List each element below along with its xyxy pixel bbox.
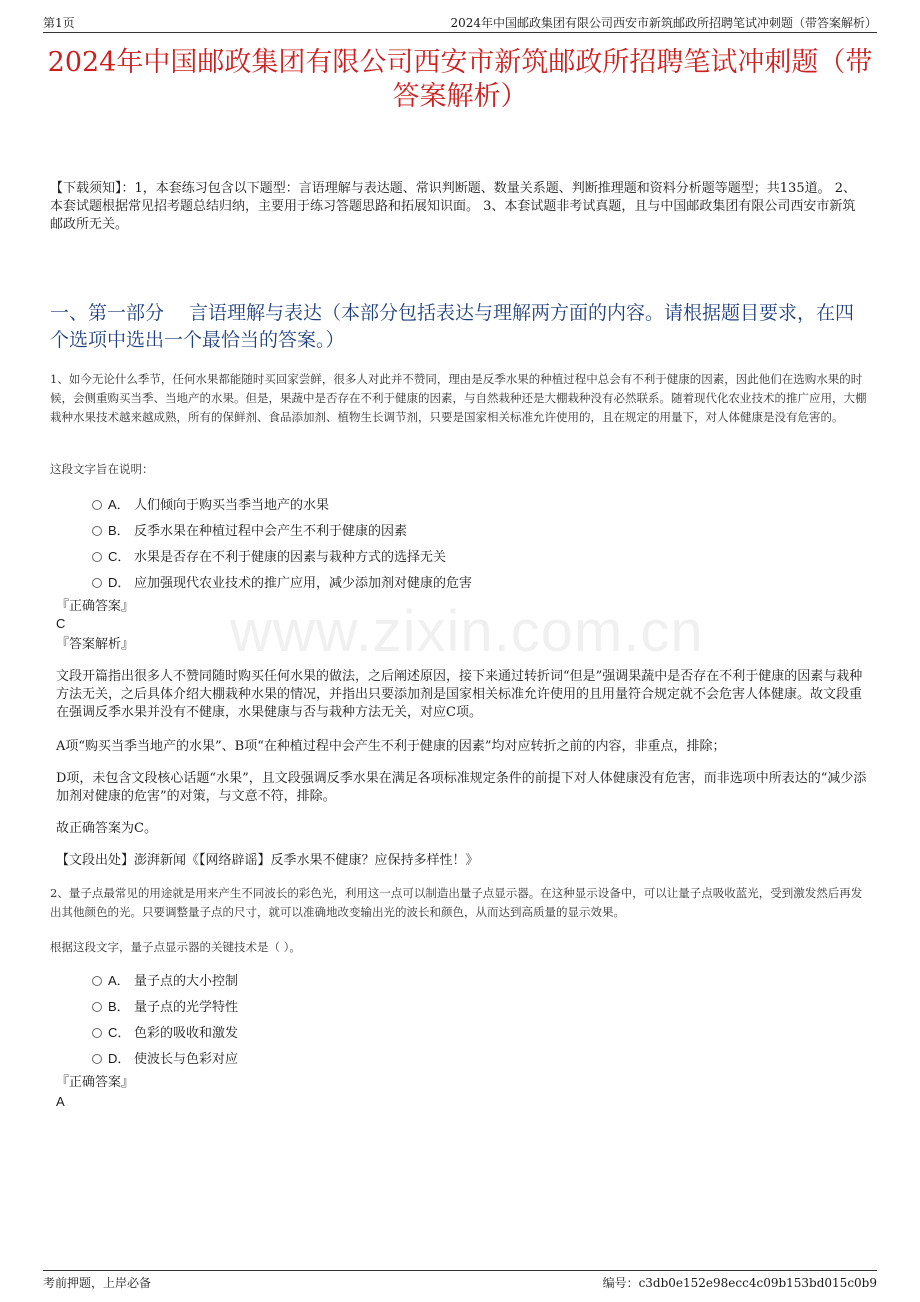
footer-slogan: 考前押题，上岸必备 [43,1276,152,1290]
question-2-options [92,968,868,1072]
source-citation: 【文段出处】澎湃新闻《【网络辟谣】反季水果不健康？应保持多样性！》 [56,853,479,868]
radio-icon[interactable] [92,1054,102,1064]
page-title: 2024年中国邮政集团有限公司西安市新筑邮政所招聘笔试冲刺题（带答案解析） [47,47,873,112]
answer-label: 『正确答案』 [56,599,135,614]
radio-icon[interactable] [92,578,102,588]
option-a[interactable]: A． 量子点的大小控制 [92,968,868,994]
page-footer [43,1270,877,1291]
analysis-label: 『答案解析』 [56,637,135,652]
radio-icon[interactable] [92,1002,102,1012]
section-heading: 一、第一部分 言语理解与表达（本部分包括表达与理解两方面的内容。请根据题目要求，在四个选项中选出一个最恰当的答案。） [50,302,855,351]
radio-icon[interactable] [92,1028,102,1038]
answer-value: C [56,616,66,631]
page-header [43,12,877,33]
answer-value: A [56,1094,65,1109]
radio-icon[interactable] [92,552,102,562]
analysis-paragraph: 故正确答案为C。 [56,821,157,836]
question-2-text: 2、量子点最常见的用途就是用来产生不同波长的彩色光，利用这一点可以制造出量子点显示器。在这种显示设备中，可以让量子点吸收蓝光，受到激发然后再发出其他颜色的光。只要调整量子点的尺寸，就可以准确地改变输出光的波长和颜色，从而达到高质量的显示效果。 [50,886,863,919]
option-c[interactable]: C． 水果是否存在不利于健康的因素与栽种方式的选择无关 [92,544,868,570]
option-c[interactable]: C． 色彩的吸收和激发 [92,1020,868,1046]
question-1-options [92,492,868,596]
page-number: 第1页 [43,16,75,30]
download-notice: 【下载须知】：1，本套练习包含以下题型：言语理解与表达题、常识判断题、数量关系题、判断推理题和资料分析题等题型；共135道。 2、本套试题根据常见招考题总结归纳，主要用于练习答题思路和拓展知识面。 3、本套试题非考试真题，且与中国邮政集团有限公司西安市新筑邮政所无关。 [50,181,856,232]
analysis-paragraph: 文段开篇指出很多人不赞同随时购买任何水果的做法，之后阐述原因，接下来通过转折词“但是”强调果蔬中是否存在不利于健康的因素与栽种方法无关，之后具体介绍大棚栽种水果的情况，并指出只要添加剂是国家相关标准允许使用的且用量符合规定就不会危害人体健康。故文段重在强调反季水果并没有不健康，水果健康与否与栽种方法无关，对应C项。 [56,669,863,720]
option-b[interactable]: B． 量子点的光学特性 [92,994,868,1020]
question-1-prompt: 这段文字旨在说明： [50,462,154,476]
analysis-paragraph: D项，未包含文段核心话题“水果”，且文段强调反季水果在满足各项标准规定条件的前提下对人体健康没有危害，而非选项中所表达的“减少添加剂对健康的危害”的对策，与文意不符，排除。 [56,771,867,804]
option-b[interactable]: B． 反季水果在种植过程中会产生不利于健康的因素 [92,518,868,544]
watermark: www.zixin.com.cn [230,599,704,664]
option-a[interactable]: A． 人们倾向于购买当季当地产的水果 [92,492,868,518]
question-1-text: 1、如今无论什么季节，任何水果都能随时买回家尝鲜，很多人对此并不赞同，理由是反季水果的种植过程中总会有不利于健康的因素，因此他们在选购水果的时候，会侧重购买当季、当地产的水果。但是，果蔬中是否存在不利于健康的因素，与自然栽种还是大棚栽种没有必然联系。随着现代化农业技术的推广应用，大棚栽种水果技术越来越成熟，所有的保鲜剂、食品添加剂、植物生长调节剂，只要是国家相关标准允许使用的，且在规定的用量下，对人体健康是没有危害的。 [50,372,867,424]
header-doc-title: 2024年中国邮政集团有限公司西安市新筑邮政所招聘笔试冲刺题（带答案解析） [450,16,877,30]
question-2-prompt: 根据这段文字，量子点显示器的关键技术是（ ）。 [50,940,301,954]
radio-icon[interactable] [92,976,102,986]
option-d[interactable]: D． 应加强现代农业技术的推广应用，减少添加剂对健康的危害 [92,570,868,596]
answer-label: 『正确答案』 [56,1075,135,1090]
radio-icon[interactable] [92,500,102,510]
option-d[interactable]: D． 使波长与色彩对应 [92,1046,868,1072]
analysis-paragraph: A项“购买当季当地产的水果”、B项“在种植过程中会产生不利于健康的因素”均对应转折之前的内容，非重点，排除； [56,739,726,754]
radio-icon[interactable] [92,526,102,536]
document-id: 编号：c3db0e152e98ecc4c09b153bd015c0b9 [602,1276,877,1290]
